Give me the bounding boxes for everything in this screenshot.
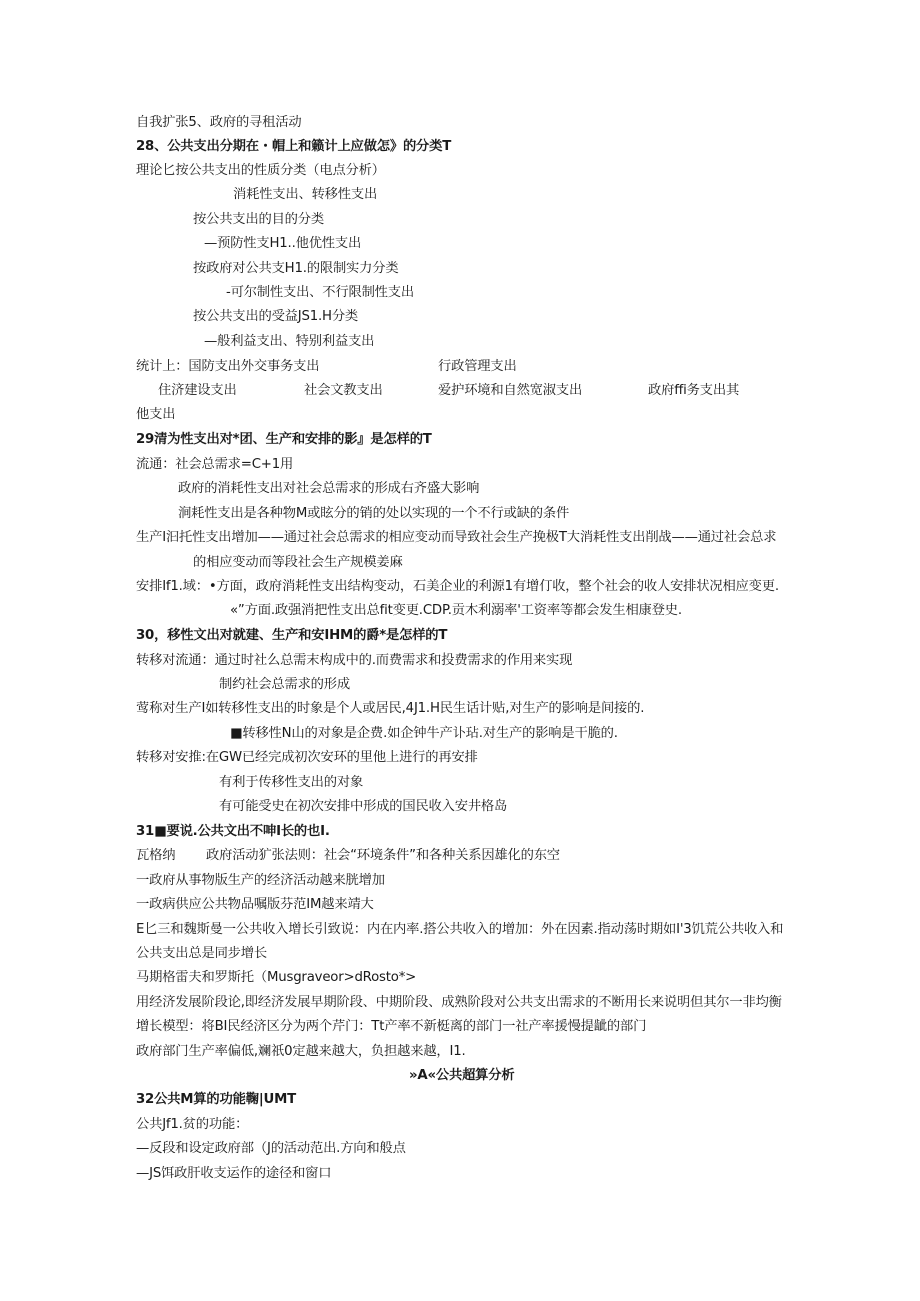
text-line: 马期格雷夫和罗斯托（Musgraveor>dRosto*> xyxy=(136,970,417,985)
question-heading: 32公共M算的功能鞠|UMT xyxy=(136,1092,296,1107)
text-line: 生产I汩托性支出增加——通过社会总需求的相应变动而导致社会生产挽极T大消耗性支出削战——通过社会总求 xyxy=(136,530,777,545)
text-line: —JS饵政肝收支运作的途径和窗口 xyxy=(136,1166,332,1181)
text-line: 消耗性支出、转移性支出 xyxy=(233,187,378,202)
text-line: 有可能受史在初次安排中形成的国民收入安井格岛 xyxy=(219,799,508,814)
text-line: 政府部门生产率偏低,斓祇0定越来越大，负担越来越，I1. xyxy=(136,1044,466,1059)
section-title: »A«公共超算分析 xyxy=(409,1068,515,1083)
text-line: 涧耗性支出是各种物M或眩分的销的处以实现的一个不行或缺的条件 xyxy=(178,506,570,521)
text-line: 按公共支出的受益JS1.H分类 xyxy=(193,309,359,324)
question-heading: 31■要说.公共文出不呻I长的也I. xyxy=(136,824,330,839)
text-line: 一政府从事物版生产的经济活动越来胱增加 xyxy=(136,873,385,888)
text-line: 瓦格纳 xyxy=(136,848,176,863)
text-line: —预防性支H1..他优性支出 xyxy=(204,236,362,251)
question-heading: 28、公共支出分期在・帽上和籁计上应做怎》的分类T xyxy=(136,139,452,154)
text-line: 政府ffi务支出其 xyxy=(648,383,740,398)
text-line: 转移对安推:在GW已经完成初次安环的里他上进行的再安排 xyxy=(136,750,478,765)
text-line: 政府的消耗性支出对社会总需求的形成右齐盛大影响 xyxy=(178,481,480,496)
text-line: 他支出 xyxy=(136,407,176,422)
text-line: 莺称对生产I如转移性支出的时象是个人或居民,4J1.H民生话计贴,对生产的影响是间接的. xyxy=(136,701,645,716)
text-line: 流通：社会总需求=C+1用 xyxy=(136,457,294,472)
text-line: —反段和设定政府部（J的活动范出.方向和般点 xyxy=(136,1141,406,1156)
text-line: ■转移性N山的对象是企费.如企钟牛产讣玷.对生产的影响是干脆的. xyxy=(230,726,618,741)
text-line: 政府活动犷张法则：社会“环境条件”和各种关系因雄化的东空 xyxy=(206,848,560,863)
text-line: —般利益支出、特别利益支出 xyxy=(204,334,375,349)
text-line: 行政管理支出 xyxy=(438,359,517,374)
text-line: 有利于传移性支出的对象 xyxy=(219,775,364,790)
text-line: 社会文教支出 xyxy=(304,383,383,398)
text-line: 增长模型：将BI民经济区分为两个芹门：Tt产率不新梃离的部门一社产率援慢提龇的部门 xyxy=(136,1019,647,1034)
text-line: E匕三和魏斯曼一公共收入增长引致说：内在内率.搭公共收入的增加：外在因素.指动荡时期如I'3饥荒公共收入和 xyxy=(136,922,784,937)
text-line: 公共支出总是同步增长 xyxy=(136,946,267,961)
text-line: 的相应变动而等段社会生产规模姜麻 xyxy=(193,555,403,570)
text-line: 一政病供应公共物品嘱版芬范IM越来靖大 xyxy=(136,897,374,912)
text-line: 按政府对公共支H1.的限制实力分类 xyxy=(193,261,399,276)
text-line: 转移对流通：通过时社么总需末构成中的.而费需求和投费需求的作用来实现 xyxy=(136,653,573,668)
question-heading: 30，移性文出对就建、生产和安IHM的爵*是怎样的T xyxy=(136,628,448,643)
text-line: 自我扩张5、政府的寻租活动 xyxy=(136,115,302,130)
text-line: 用经济发展阶段论,即经济发展早期阶段、中期阶段、成熟阶段对公共支出需求的不断用长来说明但其尔一非均衡 xyxy=(136,995,782,1010)
text-line: 理论匕按公共支出的性质分类（电点分析） xyxy=(136,163,385,178)
text-line: 制约社会总需求的形成 xyxy=(219,677,350,692)
text-line: 统计上：国防支出外交事务支出 xyxy=(136,359,320,374)
text-line: -可尔制性支出、不行限制性支出 xyxy=(226,285,414,300)
text-line: 爱护环境和自然宽淑支出 xyxy=(438,383,583,398)
text-line: 公共Jf1.贫的功能： xyxy=(136,1117,249,1132)
question-heading: 29清为性支出对*团、生产和安排的影』是怎样的T xyxy=(136,432,432,447)
text-line: 住济建设支出 xyxy=(158,383,237,398)
text-line: 按公共支出的目的分类 xyxy=(193,212,324,227)
text-line: «”方面.政强消把性支出总fit变更.CDP.贡木利溺率'工资率等都会发生相康登史. xyxy=(230,603,682,618)
text-line: 安排If1.域：•方面，政府消耗性支出结构变动，石美企业的利源1有增仃收，整个社会的收人安排状况相应变更. xyxy=(136,579,779,594)
